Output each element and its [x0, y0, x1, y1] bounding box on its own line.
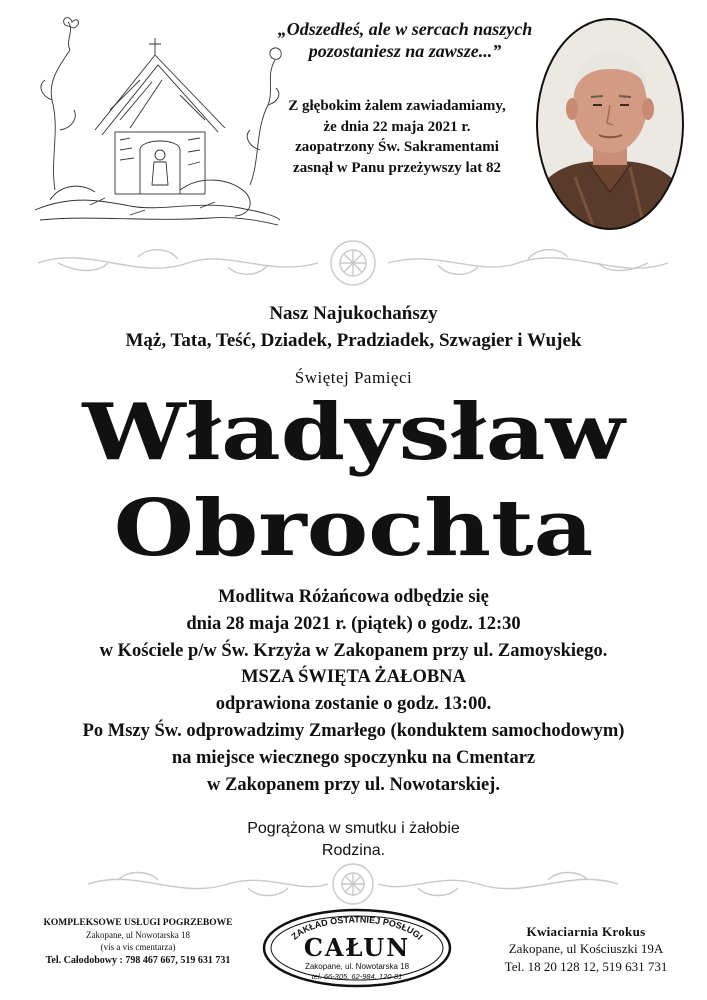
- logo-arc-text: ZAKŁAD OSTATNIEJ POSŁUGI: [289, 914, 425, 942]
- announcement-line: że dnia 22 maja 2021 r.: [323, 118, 471, 135]
- funeral-home-info: [18, 917, 258, 969]
- florist-title: Kwiaciarnia Krokus: [526, 924, 646, 939]
- ornamental-divider-bottom: [28, 858, 678, 910]
- death-announcement: [262, 96, 532, 178]
- mourners-line: Pogrążona w smutku i żałobie: [247, 820, 460, 837]
- mourners-signature: [0, 818, 707, 862]
- funeral-home-note: (vis a vis cmentarza): [100, 941, 176, 952]
- florist-info: [470, 924, 702, 976]
- ceremony-line: odprawiona zostanie o godz. 13:00.: [215, 694, 492, 715]
- mourners-line: Rodzina.: [321, 842, 386, 859]
- funeral-home-title: KOMPLEKSOWE USŁUGI POGRZEBOWE: [43, 918, 233, 928]
- ceremony-line: MSZA ŚWIĘTA ŻAŁOBNA: [241, 667, 466, 688]
- ceremony-line: dnia 28 maja 2021 r. (piątek) o godz. 12:30: [186, 613, 521, 634]
- logo-name: CAŁUN: [303, 933, 411, 962]
- logo-address: Zakopane, ul. Nowotarska 18: [304, 962, 410, 971]
- memorial-quote: [245, 18, 565, 62]
- deceased-portrait: [535, 17, 685, 231]
- ceremony-line: w Zakopanem przy ul. Nowotarskiej.: [207, 774, 500, 795]
- ceremony-line: w Kościele p/w Św. Krzyża w Zakopanem przy ul. Zamoyskiego.: [99, 640, 608, 661]
- ceremony-details: [0, 584, 707, 798]
- florist-address: Zakopane, ul Kościuszki 19A: [508, 941, 664, 956]
- funeral-home-phone: Tel. Całodobowy : 798 467 667, 519 631 731: [45, 955, 231, 966]
- ceremony-line: na miejsce wiecznego spoczynku na Cmentarz: [171, 747, 536, 768]
- announcement-line: zaopatrzony Św. Sakramentami: [295, 139, 499, 155]
- ceremony-line: Modlitwa Różańcowa odbędzie się: [218, 587, 489, 607]
- ornamental-divider: [28, 237, 678, 289]
- deceased-first-name: Władysław: [82, 387, 625, 478]
- quote-line-2: pozostaniesz na zawsze...”: [308, 41, 502, 61]
- family-titles: Mąż, Tata, Teść, Dziadek, Pradziadek, Szwagier i Wujek: [125, 330, 582, 351]
- quote-line-1: „Odszedłeś, ale w sercach naszych: [277, 19, 533, 39]
- announcement-line: Z głębokim żalem zawiadamiamy,: [288, 98, 506, 114]
- logo-phone: tel. 66-305, 62-984, 120-81: [311, 972, 403, 981]
- memory-label: Świętej Pamięci: [294, 368, 413, 387]
- ceremony-line: Po Mszy Św. odprowadzimy Zmarłego (konduktem samochodowym): [82, 720, 625, 741]
- funeral-home-address: Zakopane, ul Nowotarska 18: [86, 930, 190, 940]
- calun-logo: [262, 908, 452, 988]
- announcement-line: zasnął w Panu przeżywszy lat 82: [293, 159, 501, 176]
- deceased-last-name: Obrochta: [113, 483, 594, 574]
- deceased-intro: Nasz Najukochańszy: [269, 303, 438, 324]
- florist-phone: Tel. 18 20 128 12, 519 631 731: [504, 959, 668, 974]
